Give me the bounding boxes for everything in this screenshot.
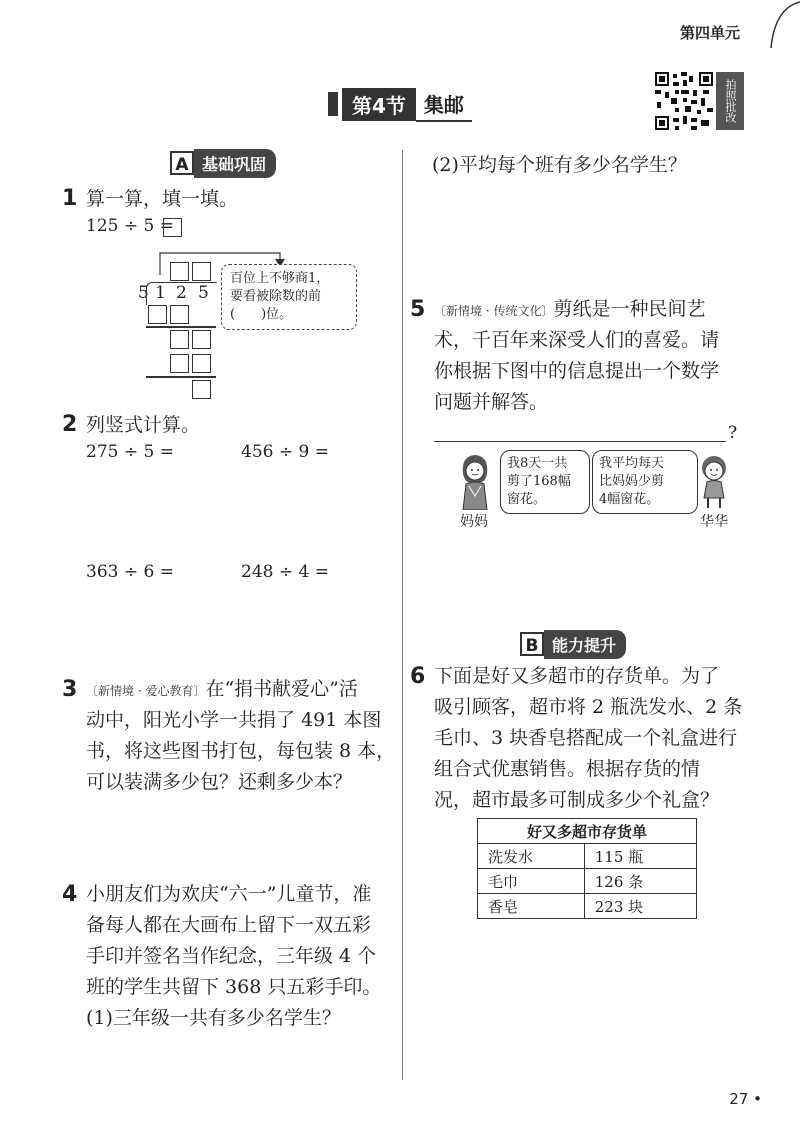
- question-tag: 〔新情境 · 爱心教育〕: [86, 684, 206, 698]
- work-box[interactable]: [170, 330, 189, 349]
- division-problem: 248 ÷ 4 =: [241, 562, 329, 582]
- huahua-figure-icon: [694, 452, 734, 510]
- qr-label: 拍照批改: [716, 72, 744, 130]
- division-problem: 363 ÷ 6 =: [86, 562, 174, 582]
- work-box[interactable]: [170, 305, 189, 324]
- question-text: 术，千百年来深受人们的喜爱。请: [434, 329, 720, 351]
- bubble-line: 窗花。: [507, 492, 547, 507]
- hint-callout: [221, 264, 357, 330]
- question-text: 下面是好又多超市的存货单。为了: [434, 665, 720, 687]
- dividend-digit: 5: [198, 283, 209, 303]
- page-number: [729, 1090, 762, 1108]
- table-cell-item: 毛巾: [478, 869, 585, 894]
- question-text: 备每人都在大画布上留下一双五彩: [86, 914, 372, 936]
- work-box[interactable]: [192, 330, 211, 349]
- division-problem: 456 ÷ 9 =: [241, 442, 329, 462]
- column-divider: [402, 150, 403, 1080]
- title-bar-decoration: [328, 92, 338, 116]
- question-5-number: 5: [410, 297, 426, 322]
- dividend-digit: 1: [155, 283, 166, 303]
- question-text: 吸引顾客，超市将 2 瓶洗发水、2 条: [434, 696, 743, 718]
- answer-box[interactable]: [163, 218, 182, 237]
- question-4-part-1: (1)三年级一共有多少名学生？: [86, 1007, 341, 1029]
- question-text: 班的学生共留下 368 只五彩手印。: [86, 976, 382, 998]
- question-text: 小朋友们为欢庆“六一”儿童节，准: [86, 883, 372, 905]
- page-number-value: 27: [729, 1090, 749, 1108]
- work-box[interactable]: [170, 354, 189, 373]
- mom-name: 妈妈: [460, 514, 488, 530]
- question-text: 手印并签名当作纪念，三年级 4 个: [86, 945, 377, 967]
- mom-figure-icon: [455, 452, 495, 510]
- subtraction-line: [146, 326, 216, 328]
- question-1-equation: 125 ÷ 5 =: [86, 216, 174, 236]
- dividend-digit: 2: [176, 283, 187, 303]
- question-1-text: 算一算，填一填。: [86, 188, 239, 210]
- bubble-line: 我平均每天: [599, 456, 665, 471]
- mom-speech-bubble: [500, 450, 590, 514]
- table-row: [478, 869, 697, 894]
- page-dot-icon: •: [748, 1090, 762, 1108]
- section-b-header: [520, 631, 626, 657]
- question-2-number: 2: [62, 412, 78, 437]
- table-cell-item: 香皂: [478, 894, 585, 919]
- section-b-letter: B: [520, 632, 544, 656]
- table-cell-qty: 223 块: [584, 894, 696, 919]
- table-row: [478, 844, 697, 869]
- question-text: 书，将这些图书打包，每包装 8 本，: [86, 740, 396, 762]
- question-3-first-line: [86, 674, 358, 705]
- hint-line: 百位上不够商1，: [230, 271, 330, 286]
- work-box[interactable]: [192, 354, 211, 373]
- unit-label: 第四单元: [679, 24, 740, 42]
- question-text: 组合式优惠销售。根据存货的情: [434, 758, 701, 780]
- huahua-name: 华华: [700, 514, 728, 530]
- bubble-line: 剪了168幅: [507, 474, 571, 489]
- question-3-number: 3: [62, 677, 78, 702]
- question-text: 可以装满多少包？还剩多少本？: [86, 771, 353, 793]
- question-text: 动中，阳光小学一共捐了 491 本图: [86, 709, 382, 731]
- question-1-number: 1: [62, 186, 78, 211]
- table-title: 好又多超市存货单: [478, 819, 697, 844]
- question-text: 毛巾、3 块香皂搭配成一个礼盒进行: [434, 727, 738, 749]
- question-6-number: 6: [410, 664, 426, 689]
- question-4-part-2: (2)平均每个班有多少名学生？: [432, 154, 687, 176]
- bubble-line: 比妈妈少剪: [599, 474, 665, 489]
- question-text: 你根据下图中的信息提出一个数学: [434, 360, 720, 382]
- work-box[interactable]: [192, 380, 211, 399]
- table-cell-qty: 115 瓶: [584, 844, 696, 869]
- subtraction-line: [146, 376, 216, 378]
- qr-code-icon[interactable]: [655, 72, 713, 130]
- bubble-line: 4幅窗花。: [599, 492, 660, 507]
- work-box[interactable]: [148, 305, 167, 324]
- section-a-letter: A: [170, 151, 194, 175]
- question-2-text: 列竖式计算。: [86, 414, 201, 436]
- section-a-header: [170, 150, 276, 176]
- bubble-line: 我8天一共: [507, 456, 568, 471]
- section-name: 集邮: [416, 87, 472, 122]
- section-title: [328, 88, 472, 120]
- page-corner-decoration: [755, 0, 800, 48]
- table-cell-item: 洗发水: [478, 844, 585, 869]
- huahua-speech-bubble: [592, 450, 698, 514]
- section-number: 第4节: [342, 88, 416, 121]
- table-row: [478, 894, 697, 919]
- question-mark: ?: [728, 423, 738, 443]
- answer-line[interactable]: [434, 441, 726, 442]
- question-text: 在“捐书献爱心”活: [205, 678, 358, 700]
- hint-line: 要看被除数的前: [230, 289, 322, 304]
- question-tag: 〔新情境 · 传统文化〕: [434, 304, 554, 318]
- question-text: 况，超市最多可制成多少个礼盒？: [434, 789, 720, 811]
- question-4-number: 4: [62, 882, 78, 907]
- section-b-name: 能力提升: [544, 630, 626, 659]
- table-cell-qty: 126 条: [584, 869, 696, 894]
- question-text: 问题并解答。: [434, 391, 549, 413]
- division-problem: 275 ÷ 5 =: [86, 442, 174, 462]
- question-5-first-line: [434, 294, 705, 325]
- hint-line: ( )位。: [230, 307, 293, 322]
- divisor: 5: [138, 283, 149, 303]
- section-a-name: 基础巩固: [194, 149, 276, 178]
- inventory-table: [477, 818, 697, 919]
- question-text: 剪纸是一种民间艺: [553, 298, 706, 320]
